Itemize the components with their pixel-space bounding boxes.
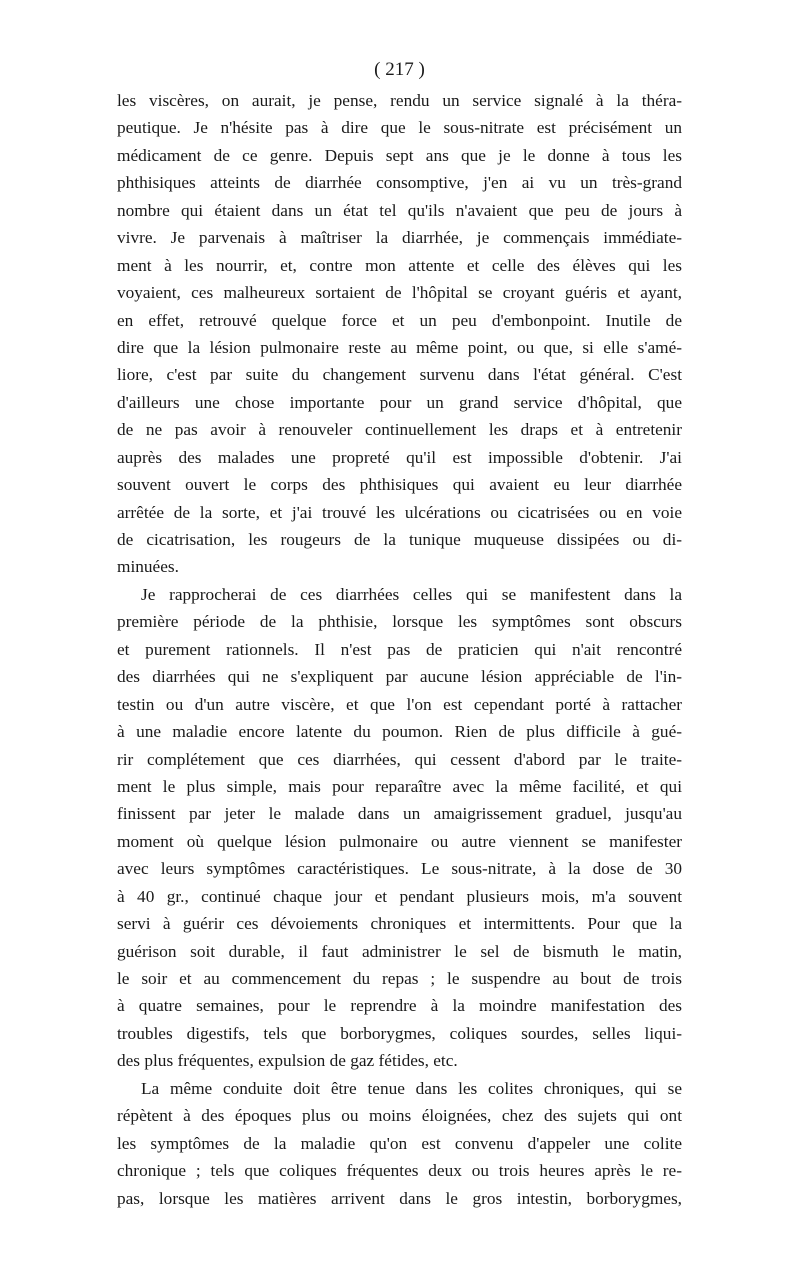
text-line: première période de la phthisie, lorsque les symptômes sont obscurs: [117, 612, 682, 632]
text-line: finissent par jeter le malade dans un amaigrissement graduel, jusqu'au: [117, 804, 682, 824]
paragraph: [117, 87, 682, 581]
text-line: vivre. Je parvenais à maîtriser la diarrhée, je commençais immédiate-: [117, 228, 682, 248]
book-page: [117, 55, 682, 1212]
text-line: auprès des malades une propreté qu'il est impossible d'obtenir. J'ai: [117, 447, 682, 467]
text-line: ment le plus simple, mais pour reparaître avec la même facilité, et qui: [117, 776, 682, 796]
text-line: ment à les nourrir, et, contre mon attente et celle des élèves qui les: [117, 255, 682, 275]
text-line: pas, lorsque les matières arrivent dans le gros intestin, borborygmes,: [117, 1188, 682, 1208]
text-line: de ne pas avoir à renouveler continuellement les draps et à entretenir: [117, 420, 682, 440]
text-line: souvent ouvert le corps des phthisiques qui avaient eu leur diarrhée: [117, 475, 682, 495]
text-line: le soir et au commencement du repas ; le suspendre au bout de trois: [117, 969, 682, 988]
text-line: répètent à des époques plus ou moins éloignées, chez des sujets qui ont: [117, 1106, 682, 1126]
text-line: en effet, retrouvé quelque force et un peu d'embonpoint. Inutile de: [117, 310, 682, 330]
page-number: ( 217 ): [374, 59, 425, 80]
text-line: La même conduite doit être tenue dans les colites chroniques, qui se: [141, 1078, 682, 1098]
text-line: rir complétement que ces diarrhées, qui cessent d'abord par le traite-: [117, 749, 682, 769]
text-line: d'ailleurs une chose importante pour un grand service d'hôpital, que: [117, 392, 682, 412]
text-line: moment où quelque lésion pulmonaire ou autre viennent se manifester: [117, 831, 682, 851]
text-line: à 40 gr., continué chaque jour et pendant plusieurs mois, m'a souvent: [117, 886, 682, 906]
text-line: des diarrhées qui ne s'expliquent par aucune lésion appréciable de l'in-: [117, 667, 682, 687]
text-line: et purement rationnels. Il n'est pas de praticien qui n'ait rencontré: [117, 639, 682, 659]
text-line: de cicatrisation, les rougeurs de la tunique muqueuse dissipées ou di-: [117, 530, 682, 549]
text-line: liore, c'est par suite du changement survenu dans l'état général. C'est: [117, 365, 682, 385]
text-line: Je rapprocherai de ces diarrhées celles qui se manifestent dans la: [141, 584, 682, 604]
text-line: testin ou d'un autre viscère, et que l'on est cependant porté à rattacher: [117, 694, 682, 714]
text-line: arrêtée de la sorte, et j'ai trouvé les ulcérations ou cicatrisées ou en voie: [117, 502, 682, 522]
body-text: [117, 87, 682, 1212]
text-line: chronique ; tels que coliques fréquentes deux ou trois heures après le re-: [117, 1161, 682, 1181]
text-line: les viscères, on aurait, je pense, rendu un service signalé à la théra-: [117, 91, 682, 110]
text-line: minuées.: [117, 557, 179, 577]
paragraph: [117, 581, 682, 1075]
text-line: phthisiques atteints de diarrhée consomptive, j'en ai vu un très-grand: [117, 173, 682, 193]
text-line: peutique. Je n'hésite pas à dire que le sous-nitrate est précisément un: [117, 118, 682, 138]
paragraph: [117, 1075, 682, 1212]
text-line: troubles digestifs, tels que borborygmes, coliques sourdes, selles liqui-: [117, 1023, 682, 1043]
text-line: dire que la lésion pulmonaire reste au même point, ou que, si elle s'amé-: [117, 337, 682, 357]
text-line: à une maladie encore latente du poumon. Rien de plus difficile à gué-: [117, 722, 682, 742]
text-line: des plus fréquentes, expulsion de gaz fétides, etc.: [117, 1051, 458, 1071]
text-line: médicament de ce genre. Depuis sept ans que je le donne à tous les: [117, 145, 682, 165]
text-line: voyaient, ces malheureux sortaient de l'hôpital se croyant guéris et ayant,: [117, 283, 682, 303]
text-line: nombre qui étaient dans un état tel qu'ils n'avaient que peu de jours à: [117, 200, 682, 220]
text-line: avec leurs symptômes caractéristiques. Le sous-nitrate, à la dose de 30: [117, 859, 682, 879]
text-line: guérison soit durable, il faut administrer le sel de bismuth le matin,: [117, 941, 682, 961]
text-line: servi à guérir ces dévoiements chroniques et intermittents. Pour que la: [117, 914, 682, 934]
text-line: à quatre semaines, pour le reprendre à la moindre manifestation des: [117, 996, 682, 1016]
text-line: les symptômes de la maladie qu'on est convenu d'appeler une colite: [117, 1133, 682, 1153]
